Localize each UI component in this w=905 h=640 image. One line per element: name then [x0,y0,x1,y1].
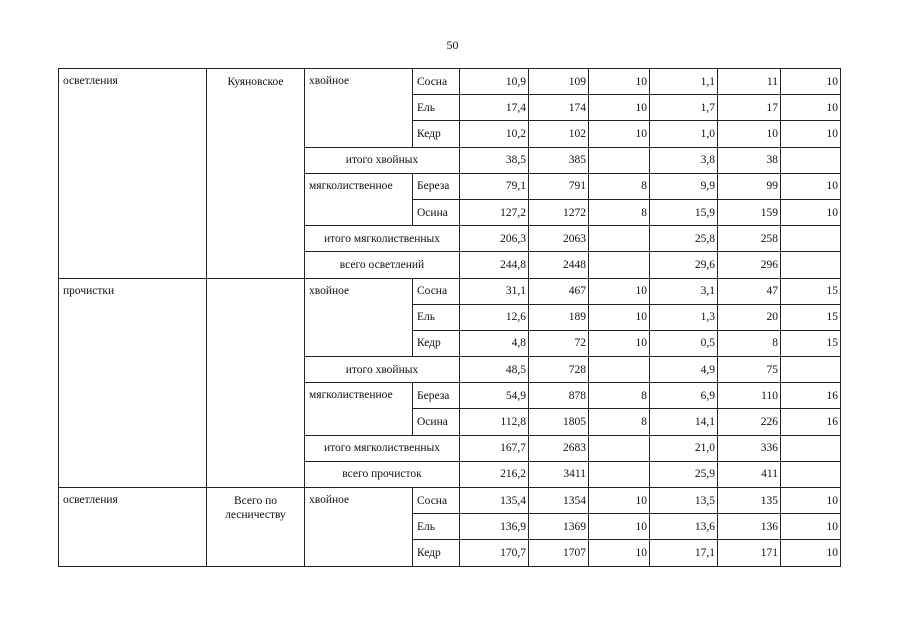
value-cell: 10 [781,540,841,566]
value-cell: 10 [589,121,650,147]
value-cell: 11 [718,69,781,95]
value-cell: 174 [529,95,589,121]
value-cell [589,147,650,173]
value-cell: 20 [718,304,781,330]
value-cell: 159 [718,199,781,225]
value-cell: 0,5 [650,330,718,356]
value-cell: 10 [589,69,650,95]
value-cell: 110 [718,383,781,409]
value-cell: 4,9 [650,357,718,383]
forestry-table [58,68,841,567]
value-cell: 6,9 [650,383,718,409]
table-row [59,488,841,514]
value-cell: 1,0 [650,121,718,147]
value-cell: 136 [718,514,781,540]
value-cell: 3,8 [650,147,718,173]
value-cell: 15 [781,304,841,330]
farm-type-cell: хвойное [305,488,413,567]
value-cell: 10 [589,330,650,356]
value-cell: 8 [589,409,650,435]
value-cell: 791 [529,173,589,199]
value-cell: 1805 [529,409,589,435]
value-cell: 10 [781,121,841,147]
value-cell [781,435,841,461]
value-cell: 411 [718,461,781,487]
value-cell: 12,6 [460,304,529,330]
value-cell: 15 [781,278,841,304]
value-cell: 75 [718,357,781,383]
species-cell: Ель [413,304,460,330]
value-cell: 99 [718,173,781,199]
value-cell: 10 [589,278,650,304]
farm-type-cell: хвойное [305,278,413,357]
value-cell: 10 [781,488,841,514]
value-cell [781,461,841,487]
value-cell: 79,1 [460,173,529,199]
value-cell: 226 [718,409,781,435]
work-type-cell: прочистки [59,278,207,488]
value-cell: 10 [589,95,650,121]
value-cell [589,226,650,252]
total-label-cell: всего прочисток [305,461,460,487]
farm-type-cell: мягколиственное [305,383,413,435]
value-cell: 1369 [529,514,589,540]
value-cell: 10 [781,514,841,540]
value-cell: 127,2 [460,199,529,225]
value-cell: 38 [718,147,781,173]
value-cell: 10,9 [460,69,529,95]
value-cell: 135 [718,488,781,514]
value-cell [589,252,650,278]
forestry-cell: Куяновское [207,69,305,279]
species-cell: Ель [413,95,460,121]
value-cell: 25,9 [650,461,718,487]
value-cell: 3411 [529,461,589,487]
value-cell [589,461,650,487]
value-cell: 3,1 [650,278,718,304]
value-cell: 15 [781,330,841,356]
value-cell: 17 [718,95,781,121]
species-cell: Кедр [413,540,460,566]
value-cell: 112,8 [460,409,529,435]
value-cell: 25,8 [650,226,718,252]
value-cell: 10 [589,540,650,566]
value-cell: 216,2 [460,461,529,487]
farm-type-cell: мягколиственное [305,173,413,225]
total-label-cell: итого хвойных [305,357,460,383]
value-cell: 467 [529,278,589,304]
value-cell: 10 [781,173,841,199]
value-cell: 8 [589,173,650,199]
species-cell: Сосна [413,278,460,304]
value-cell [589,357,650,383]
value-cell: 10 [718,121,781,147]
value-cell: 296 [718,252,781,278]
value-cell: 8 [589,383,650,409]
value-cell: 13,6 [650,514,718,540]
value-cell: 10 [781,95,841,121]
species-cell: Сосна [413,488,460,514]
value-cell: 135,4 [460,488,529,514]
work-type-cell: осветления [59,488,207,567]
value-cell: 258 [718,226,781,252]
value-cell: 47 [718,278,781,304]
value-cell [589,435,650,461]
value-cell: 102 [529,121,589,147]
value-cell [781,252,841,278]
value-cell: 1707 [529,540,589,566]
species-cell: Береза [413,173,460,199]
forestry-cell: Всего по лесничеству [207,488,305,567]
value-cell: 8 [718,330,781,356]
total-label-cell: итого хвойных [305,147,460,173]
value-cell: 170,7 [460,540,529,566]
value-cell: 21,0 [650,435,718,461]
value-cell: 10 [589,514,650,540]
value-cell: 1272 [529,199,589,225]
value-cell: 15,9 [650,199,718,225]
value-cell: 13,5 [650,488,718,514]
value-cell: 16 [781,409,841,435]
value-cell: 728 [529,357,589,383]
value-cell: 1,1 [650,69,718,95]
value-cell [781,226,841,252]
value-cell [781,357,841,383]
value-cell: 167,7 [460,435,529,461]
value-cell: 1,3 [650,304,718,330]
value-cell [781,147,841,173]
value-cell: 10 [781,69,841,95]
value-cell: 4,8 [460,330,529,356]
value-cell: 17,1 [650,540,718,566]
value-cell: 189 [529,304,589,330]
value-cell: 54,9 [460,383,529,409]
value-cell: 336 [718,435,781,461]
value-cell: 1,7 [650,95,718,121]
value-cell: 2683 [529,435,589,461]
value-cell: 10 [589,488,650,514]
table-row [59,278,841,304]
value-cell: 385 [529,147,589,173]
species-cell: Кедр [413,121,460,147]
value-cell: 10 [781,199,841,225]
value-cell: 14,1 [650,409,718,435]
table-row [59,69,841,95]
species-cell: Осина [413,199,460,225]
value-cell: 206,3 [460,226,529,252]
value-cell: 2063 [529,226,589,252]
species-cell: Береза [413,383,460,409]
species-cell: Ель [413,514,460,540]
species-cell: Осина [413,409,460,435]
total-label-cell: итого мягколиственных [305,435,460,461]
value-cell: 17,4 [460,95,529,121]
species-cell: Сосна [413,69,460,95]
value-cell: 109 [529,69,589,95]
work-type-cell: осветления [59,69,207,279]
value-cell: 2448 [529,252,589,278]
value-cell: 29,6 [650,252,718,278]
page-number: 50 [446,38,459,52]
forestry-cell [207,278,305,488]
total-label-cell: итого мягколиственных [305,226,460,252]
value-cell: 9,9 [650,173,718,199]
value-cell: 10,2 [460,121,529,147]
value-cell: 244,8 [460,252,529,278]
value-cell: 8 [589,199,650,225]
value-cell: 31,1 [460,278,529,304]
value-cell: 878 [529,383,589,409]
value-cell: 48,5 [460,357,529,383]
total-label-cell: всего осветлений [305,252,460,278]
value-cell: 1354 [529,488,589,514]
species-cell: Кедр [413,330,460,356]
value-cell: 10 [589,304,650,330]
value-cell: 38,5 [460,147,529,173]
value-cell: 171 [718,540,781,566]
value-cell: 72 [529,330,589,356]
farm-type-cell: хвойное [305,69,413,148]
value-cell: 16 [781,383,841,409]
value-cell: 136,9 [460,514,529,540]
